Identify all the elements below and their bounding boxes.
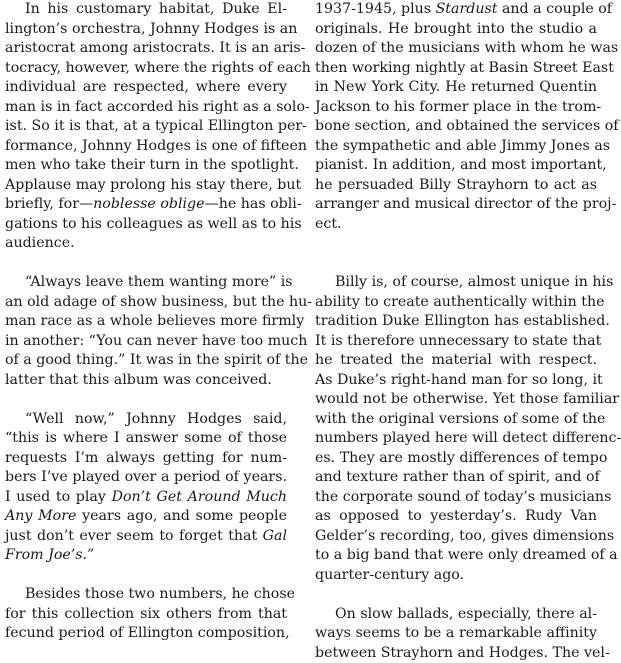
text-line: ability to create authentically within the [315, 293, 597, 313]
text-line: ist. So it is that, at a typical Ellington per- [5, 117, 287, 137]
text-line: arranger and musical director of the proj- [315, 195, 597, 215]
text-line: bone section, and obtained the services of [315, 117, 597, 137]
text-line: man race as a whole believes more firmly [5, 312, 287, 332]
text-line: lington’s orchestra, Johnny Hodges is an [5, 20, 287, 40]
text-line: an old adage of show business, but the hu- [5, 293, 287, 313]
text-line: with the original versions of some of the [315, 410, 597, 430]
text-line: In his customary habitat, Duke El- [5, 0, 287, 20]
text-line: dozen of the musicians with whom he was [315, 39, 597, 59]
text-line: tradition Duke Ellington has established. [315, 312, 597, 332]
paragraph-gap [5, 254, 287, 274]
right-text-column [315, 0, 597, 663]
text-line: in New York City. He returned Quentin [315, 78, 597, 98]
text-line: man is in fact accorded his right as a solo- [5, 98, 287, 118]
text-line: formance, Johnny Hodges is one of fifteen [5, 137, 287, 157]
text-line: ways seems to be a remarkable affinity [315, 624, 597, 644]
text-line: the sympathetic and able Jimmy Jones as [315, 137, 597, 157]
text-line: gations to his colleagues as well as to his [5, 215, 287, 235]
text-line: as opposed to yesterday’s. Rudy Van [315, 507, 597, 527]
paragraph-gap [315, 234, 597, 254]
text-line: ect. [315, 215, 597, 235]
text-line: for this collection six others from that [5, 605, 287, 625]
text-line: he treated the material with respect. [315, 351, 597, 371]
text-line: audience. [5, 234, 287, 254]
text-line: quarter-century ago. [315, 566, 597, 586]
text-line: bers I’ve played over a period of years. [5, 468, 287, 488]
text-line: numbers played here will detect differenc- [315, 429, 597, 449]
text-line: then working nightly at Basin Street East [315, 59, 597, 79]
text-line: “Well now,” Johnny Hodges said, [5, 410, 287, 430]
left-text-column [5, 0, 287, 644]
text-line: men who take their turn in the spotlight. [5, 156, 287, 176]
text-line: aristocrat among aristocrats. It is an aris- [5, 39, 287, 59]
text-line: Besides those two numbers, he chose [5, 585, 287, 605]
text-line: just don’t ever seem to forget that Gal [5, 527, 287, 547]
text-line: I used to play Don’t Get Around Much [5, 488, 287, 508]
text-line: he persuaded Billy Strayhorn to act as [315, 176, 597, 196]
paragraph-gap [5, 566, 287, 586]
text-line: On slow ballads, especially, there al- [315, 605, 597, 625]
text-line: individual are respected, where every [5, 78, 287, 98]
text-line: es. They are mostly differences of tempo [315, 449, 597, 469]
text-line: Billy is, of course, almost unique in his [315, 273, 597, 293]
text-line: pianist. In addition, and most important, [315, 156, 597, 176]
paragraph-gap [315, 254, 597, 274]
text-line: of a good thing.” It was in the spirit of the [5, 351, 287, 371]
text-line: fecund period of Ellington composition, [5, 624, 287, 644]
text-line: Applause may prolong his stay there, but [5, 176, 287, 196]
text-line: requests I’m always getting for num- [5, 449, 287, 469]
text-line: “this is where I answer some of those [5, 429, 287, 449]
text-line: Any More years ago, and some people [5, 507, 287, 527]
text-line: tocracy, however, where the rights of each [5, 59, 287, 79]
text-line: in another: “You can never have too much [5, 332, 287, 352]
text-line: Gelder’s recording, too, gives dimensions [315, 527, 597, 547]
text-line: As Duke’s right-hand man for so long, it [315, 371, 597, 391]
text-line: briefly, for—noblesse oblige—he has obli- [5, 195, 287, 215]
text-line: Jackson to his former place in the trom- [315, 98, 597, 118]
text-line: would not be otherwise. Yet those familiar [315, 390, 597, 410]
text-line: From Joe’s.” [5, 546, 287, 566]
text-line: originals. He brought into the studio a [315, 20, 597, 40]
text-line: to a big band that were only dreamed of a [315, 546, 597, 566]
text-line: the corporate sound of today’s musicians [315, 488, 597, 508]
text-line: between Strayhorn and Hodges. The vel- [315, 644, 597, 663]
text-line: and texture rather than of spirit, and of [315, 468, 597, 488]
paragraph-gap [315, 585, 597, 605]
text-line: It is therefore unnecessary to state that [315, 332, 597, 352]
text-line: latter that this album was conceived. [5, 371, 287, 391]
text-line: “Always leave them wanting more” is [5, 273, 287, 293]
paragraph-gap [5, 390, 287, 410]
text-line: 1937-1945, plus Stardust and a couple of [315, 0, 597, 20]
